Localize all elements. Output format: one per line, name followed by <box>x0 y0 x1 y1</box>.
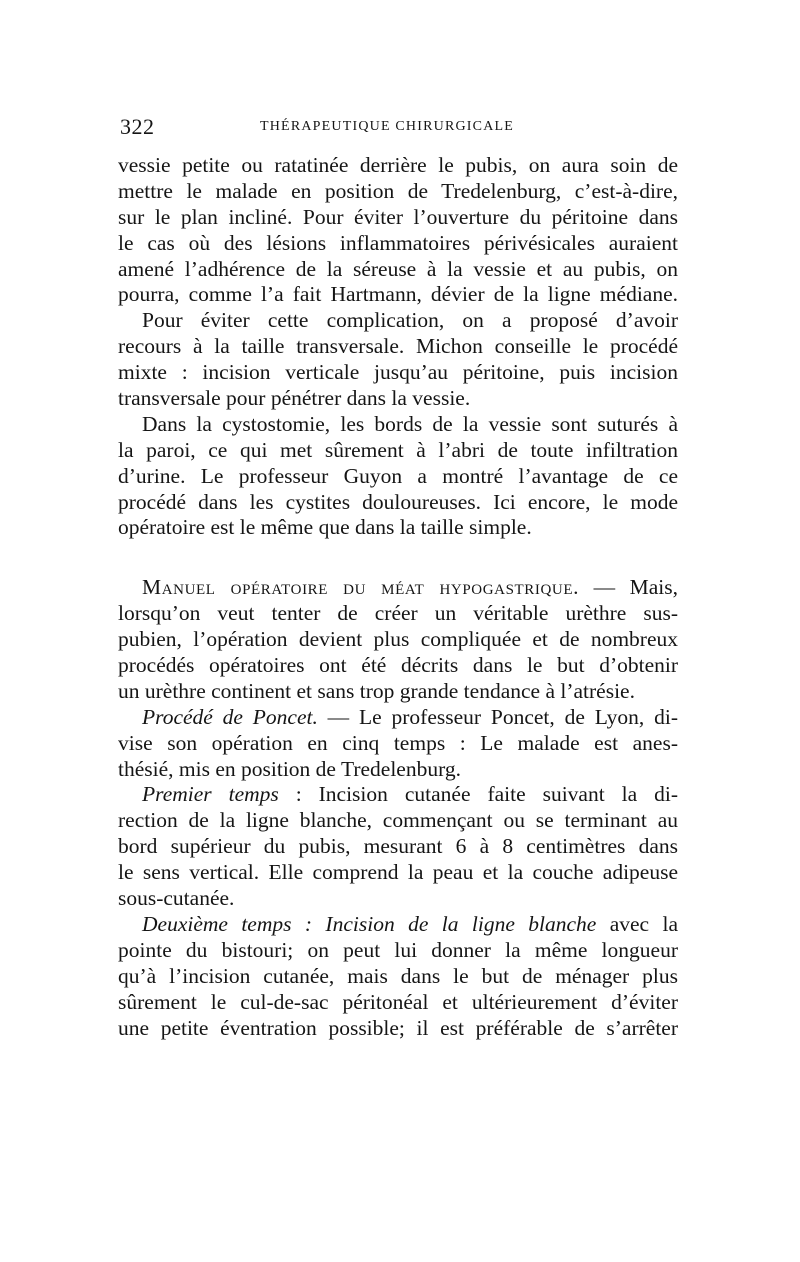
text-line <box>118 912 678 938</box>
text-line: sûrement le cul-de-sac péritonéal et ultérieurement d’éviter <box>118 989 678 1014</box>
text-line: qu’à l’incision cutanée, mais dans le but de ménager plus <box>118 963 678 988</box>
text-line: opératoire est le même que dans la taille simple. <box>118 515 532 540</box>
section-heading: Manuel opératoire du méat hypogastrique. <box>142 575 580 600</box>
text-line: vise son opération en cinq temps : Le malade est anes- <box>118 730 678 755</box>
text-run: — Le professeur Poncet, de Lyon, di- <box>317 704 678 729</box>
section-gap <box>118 541 678 575</box>
italic-lead: Premier temps <box>142 782 279 807</box>
running-title: THÉRAPEUTIQUE CHIRURGICALE <box>260 119 515 134</box>
text-line: sous-cutanée. <box>118 886 235 911</box>
text-line: sur le plan incliné. Pour éviter l’ouverture du péritoine dans <box>118 204 678 229</box>
paragraph <box>118 308 678 412</box>
text-line: mixte : incision verticale jusqu’au péritoine, puis incision <box>118 360 678 385</box>
paragraph <box>118 912 678 1041</box>
text-line: la paroi, ce qui met sûrement à l’abri de toute infiltration <box>118 437 678 462</box>
italic-lead: Deuxième temps : Incision de la ligne blanche <box>142 911 597 936</box>
text-line: amené l’adhérence de la séreuse à la vessie et au pubis, on <box>118 256 678 281</box>
text-line: mettre le malade en position de Tredelenburg, c’est-à-dire, <box>118 178 678 203</box>
text-line: vessie petite ou ratatinée derrière le pubis, on aura soin de <box>118 153 678 177</box>
text-line <box>118 575 678 601</box>
text-line: transversale pour pénétrer dans la vessie. <box>118 386 471 411</box>
text-line: lorsqu’on veut tenter de créer un véritable urèthre sus- <box>118 601 678 626</box>
text-line: le cas où des lésions inflammatoires périvésicales auraient <box>118 230 678 255</box>
text-line: Dans la cystostomie, les bords de la vessie sont suturés à <box>142 411 678 436</box>
text-line: bord supérieur du pubis, mesurant 6 à 8 centimètres dans <box>118 834 678 859</box>
paragraph <box>118 153 678 308</box>
text-line: procédé dans les cystites douloureuses. Ici encore, le mode <box>118 489 678 514</box>
text-line <box>118 782 678 808</box>
text-line <box>118 705 678 731</box>
text-line: pubien, l’opération devient plus compliquée et de nombreux <box>118 627 678 652</box>
text-line: rection de la ligne blanche, commençant ou se terminant au <box>118 808 678 833</box>
paragraph <box>118 782 678 911</box>
page-body <box>118 153 678 1041</box>
text-run: : Incision cutanée faite suivant la di- <box>278 782 678 807</box>
text-line: Pour éviter cette complication, on a proposé d’avoir <box>142 308 678 333</box>
text-line: pointe du bistouri; on peut lui donner la même longueur <box>118 937 678 962</box>
text-line: thésié, mis en position de Tredelenburg. <box>118 756 461 781</box>
italic-lead: Procédé de Poncet. <box>142 704 318 729</box>
text-line: le sens vertical. Elle comprend la peau et la couche adipeuse <box>118 860 678 885</box>
text-run: avec la <box>596 911 678 936</box>
text-run: — Mais, <box>579 575 678 600</box>
paragraph <box>118 705 678 783</box>
text-line: une petite éventration possible; il est préférable de s’arrêter <box>118 1015 678 1040</box>
text-line: d’urine. Le professeur Guyon a montré l’avantage de ce <box>118 463 678 488</box>
text-line: recours à la taille transversale. Michon conseille le procédé <box>118 334 678 359</box>
text-line: pourra, comme l’a fait Hartmann, dévier de la ligne médiane. <box>118 282 678 307</box>
paragraph <box>118 575 678 704</box>
text-line: procédés opératoires ont été décrits dans le but d’obtenir <box>118 653 678 678</box>
page-number: 322 <box>120 114 155 139</box>
paragraph <box>118 412 678 541</box>
text-line: un urèthre continent et sans trop grande tendance à l’atrésie. <box>118 678 635 703</box>
page-header <box>120 114 680 144</box>
